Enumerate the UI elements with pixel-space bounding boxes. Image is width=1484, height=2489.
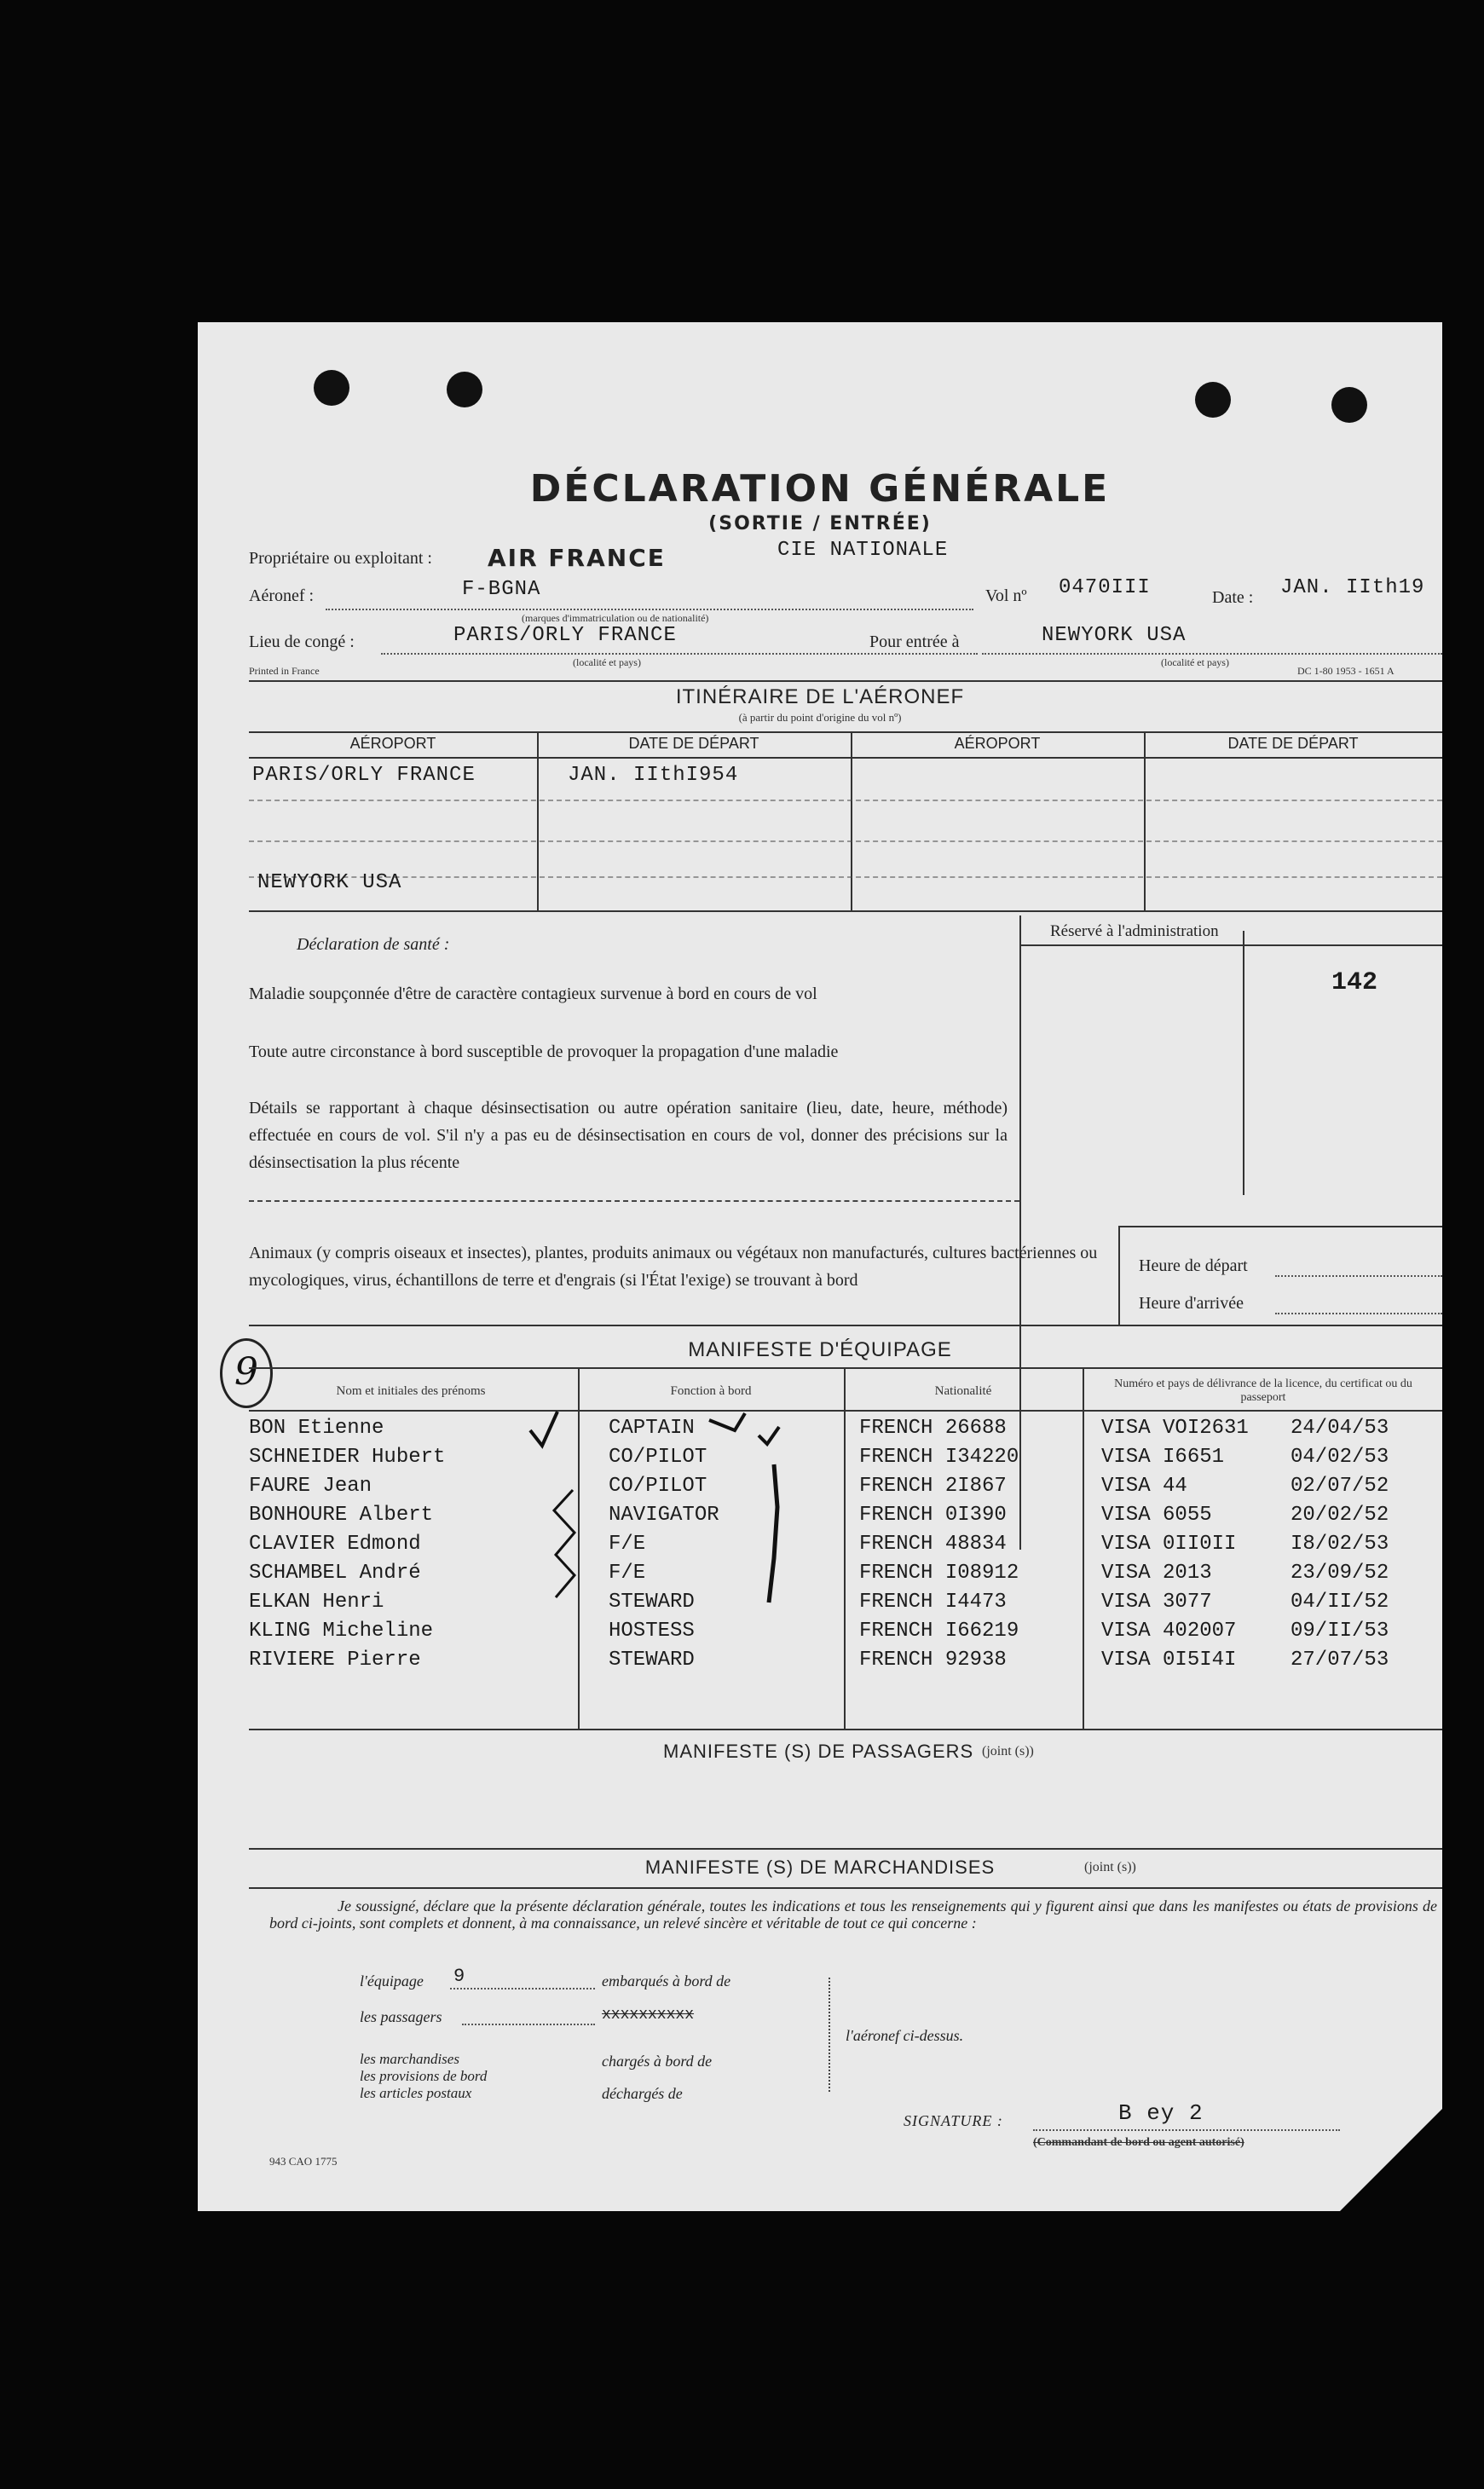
- crew-count-value: 9: [453, 1966, 466, 1987]
- date-label: Date :: [1212, 588, 1254, 607]
- crew-function: STEWARD: [609, 1649, 695, 1672]
- form-title: DÉCLARATION GÉNÉRALE: [529, 467, 1111, 511]
- crew-function: CAPTAIN: [609, 1417, 695, 1440]
- unloaded-label: déchargés de: [602, 2085, 683, 2102]
- paper-fold-corner: [1340, 2109, 1442, 2211]
- aircraft-registration: F-BGNA: [462, 578, 541, 601]
- entry-caption: (localité et pays): [1161, 656, 1229, 668]
- crew-date: 20/02/52: [1291, 1504, 1389, 1527]
- crew-function: HOSTESS: [609, 1620, 695, 1643]
- crew-visa: VISA 0I5I4I: [1101, 1649, 1237, 1672]
- crew-date: 04/II/52: [1291, 1591, 1389, 1614]
- health-line2: Toute autre circonstance à bord susceptible de provoquer la propagation d'une maladie: [249, 1042, 839, 1061]
- crew-date: 24/04/53: [1291, 1417, 1389, 1440]
- crew-visa: VISA 2013: [1101, 1562, 1212, 1585]
- date-value: JAN. IIth19: [1280, 576, 1425, 599]
- crew-date: 27/07/53: [1291, 1649, 1389, 1672]
- crew-name: ELKAN Henri: [249, 1591, 384, 1614]
- crew-visa: VISA VOI2631: [1101, 1417, 1249, 1440]
- declaration-text: Je soussigné, déclare que la présente déclaration générale, toutes les indications et tous les renseignements qui y figurent ainsi que dans les manifestes ou états de provisions de bord ci-joints, sont complets et donnent, à ma connaissance, un relevé sincère et véritable de tout ce qui concerne :: [269, 1897, 1437, 1932]
- crew-name: FAURE Jean: [249, 1475, 372, 1498]
- crew-date: 04/02/53: [1291, 1446, 1389, 1469]
- printer-line: Printed in France: [249, 665, 320, 677]
- flight-label: Vol nº: [985, 586, 1027, 605]
- crew-visa: VISA 3077: [1101, 1591, 1212, 1614]
- crew-visa: VISA 44: [1101, 1475, 1187, 1498]
- crew-function: NAVIGATOR: [609, 1504, 719, 1527]
- crew-header-name: Nom et initiales des prénoms: [336, 1384, 486, 1398]
- aircraft-ref: l'aéronef ci-dessus.: [846, 2027, 964, 2044]
- punch-hole: [447, 372, 482, 407]
- itinerary-title: ITINÉRAIRE DE L'AÉRONEF: [675, 685, 965, 708]
- crew-nationality: FRENCH 0I390: [859, 1504, 1007, 1527]
- crew-date: 02/07/52: [1291, 1475, 1389, 1498]
- crew-nationality: FRENCH 26688: [859, 1417, 1007, 1440]
- crew-header-nationality: Nationalité: [934, 1384, 992, 1398]
- struck-text: xxxxxxxxxx: [602, 2007, 695, 2024]
- form-subtitle: (SORTIE / ENTRÉE): [708, 513, 932, 534]
- flight-number: 0470III: [1059, 576, 1151, 599]
- health-line3: Détails se rapportant à chaque désinsectisation ou autre opération sanitaire (lieu, date, heure, méthode) effectuée en cours de vol. S'il n'y a pas eu de désinsectisation en cours de vol, donner des précisions sur la désinsectisation la plus récente: [249, 1099, 1008, 1172]
- itinerary-header-date-2: DATE DE DÉPART: [1227, 735, 1359, 752]
- crew-nationality: FRENCH I66219: [859, 1620, 1019, 1643]
- crew-function: CO/PILOT: [609, 1475, 707, 1498]
- itinerary-header-date: DATE DE DÉPART: [628, 735, 759, 752]
- crew-name: SCHNEIDER Hubert: [249, 1446, 446, 1469]
- crew-name: BON Etienne: [249, 1417, 384, 1440]
- declaration-form: [198, 322, 1442, 2211]
- health-line1: Maladie soupçonnée d'être de caractère contagieux survenue à bord en cours de vol: [249, 985, 817, 1003]
- passengers-title: MANIFESTE (S) DE PASSAGERS: [663, 1741, 974, 1762]
- itinerary-header-airport-2: AÉROPORT: [954, 735, 1041, 752]
- operator-value: AIR FRANCE: [488, 544, 666, 572]
- aircraft-label: Aéronef :: [249, 586, 315, 605]
- crew-nationality: FRENCH I08912: [859, 1562, 1019, 1585]
- crew-name: RIVIERE Pierre: [249, 1649, 421, 1672]
- crew-header-document: Numéro et pays de délivrance de la licence, du certificat ou du passeport: [1114, 1377, 1412, 1404]
- departure-caption: (localité et pays): [573, 656, 641, 668]
- provisions-label: les provisions de bord: [360, 2068, 488, 2084]
- cargo-title: MANIFESTE (S) DE MARCHANDISES: [644, 1857, 996, 1878]
- itinerary-header-airport: AÉROPORT: [349, 735, 436, 752]
- itinerary-origin-date: JAN. IIthI954: [568, 764, 739, 787]
- crew-nationality: FRENCH I34220: [859, 1446, 1019, 1469]
- crew-visa: VISA 0II0II: [1101, 1533, 1237, 1556]
- crew-visa: VISA 402007: [1101, 1620, 1237, 1643]
- signature-caption: (Commandant de bord ou agent autorisé): [1033, 2136, 1244, 2149]
- crew-header-function: Fonction à bord: [670, 1384, 752, 1398]
- crew-name: CLAVIER Edmond: [249, 1533, 421, 1556]
- crew-visa: VISA 6055: [1101, 1504, 1212, 1527]
- footer-code: 943 CAO 1775: [269, 2155, 338, 2168]
- crew-function: F/E: [609, 1562, 646, 1585]
- crew-function: CO/PILOT: [609, 1446, 707, 1469]
- crew-date: 23/09/52: [1291, 1562, 1389, 1585]
- loaded-label: chargés à bord de: [602, 2053, 713, 2070]
- crew-function: STEWARD: [609, 1591, 695, 1614]
- aircraft-caption: (marques d'immatriculation ou de nationalité): [522, 612, 709, 624]
- crew-nationality: FRENCH 92938: [859, 1649, 1007, 1672]
- crew-name: BONHOURE Albert: [249, 1504, 434, 1527]
- crew-date: I8/02/53: [1291, 1533, 1389, 1556]
- itinerary-destination-airport: NEWYORK USA: [257, 871, 402, 894]
- crew-label: l'équipage: [360, 1972, 424, 1989]
- operator-typed: CIE NATIONALE: [777, 539, 949, 562]
- punch-hole: [1331, 387, 1367, 423]
- crew-title: MANIFESTE D'ÉQUIPAGE: [688, 1338, 952, 1361]
- departure-time-label: Heure de départ: [1139, 1256, 1248, 1275]
- admin-number: 142: [1331, 968, 1378, 997]
- operator-label: Propriétaire ou exploitant :: [249, 549, 432, 568]
- entry-place: NEWYORK USA: [1042, 624, 1187, 647]
- crew-name: SCHAMBEL André: [249, 1562, 421, 1585]
- crew-name: KLING Micheline: [249, 1620, 434, 1643]
- goods-label: les marchandises: [360, 2051, 459, 2067]
- punch-hole: [314, 370, 349, 406]
- admin-title: Réservé à l'administration: [1050, 922, 1219, 940]
- crew-nationality: FRENCH 48834: [859, 1533, 1007, 1556]
- crew-date: 09/II/53: [1291, 1620, 1389, 1643]
- signature-value: B ey 2: [1118, 2100, 1204, 2126]
- crew-count-mark: 9: [220, 1338, 273, 1408]
- crew-nationality: FRENCH 2I867: [859, 1475, 1007, 1498]
- punch-hole: [1195, 382, 1231, 418]
- check-marks: [522, 1405, 999, 1626]
- articles-label: les articles postaux: [360, 2085, 472, 2101]
- arrival-time-label: Heure d'arrivée: [1139, 1294, 1244, 1313]
- crew-function: F/E: [609, 1533, 646, 1556]
- itinerary-origin-airport: PARIS/ORLY FRANCE: [252, 764, 476, 787]
- entry-label: Pour entrée à: [869, 632, 960, 651]
- crew-nationality: FRENCH I4473: [859, 1591, 1007, 1614]
- health-title: Déclaration de santé :: [297, 935, 450, 954]
- cargo-joint: (joint (s)): [1084, 1860, 1136, 1874]
- health-animals: Animaux (y compris oiseaux et insectes), plantes, produits animaux ou végétaux non manufacturés, cultures bactériennes ou mycologiques, virus, échantillons de terre et d'engrais (si l'État l'exige) se trouvant à bord: [249, 1244, 1098, 1290]
- departure-label: Lieu de congé :: [249, 632, 355, 651]
- signature-label: SIGNATURE :: [904, 2112, 1003, 2129]
- passengers-joint: (joint (s)): [982, 1744, 1034, 1758]
- crew-visa: VISA I6651: [1101, 1446, 1225, 1469]
- embarked-label: embarqués à bord de: [602, 1972, 731, 1989]
- itinerary-caption: (à partir du point d'origine du vol nº): [738, 711, 902, 724]
- passengers-label: les passagers: [360, 2008, 442, 2025]
- form-code: DC 1-80 1953 - 1651 A: [1297, 665, 1394, 677]
- departure-place: PARIS/ORLY FRANCE: [453, 624, 677, 647]
